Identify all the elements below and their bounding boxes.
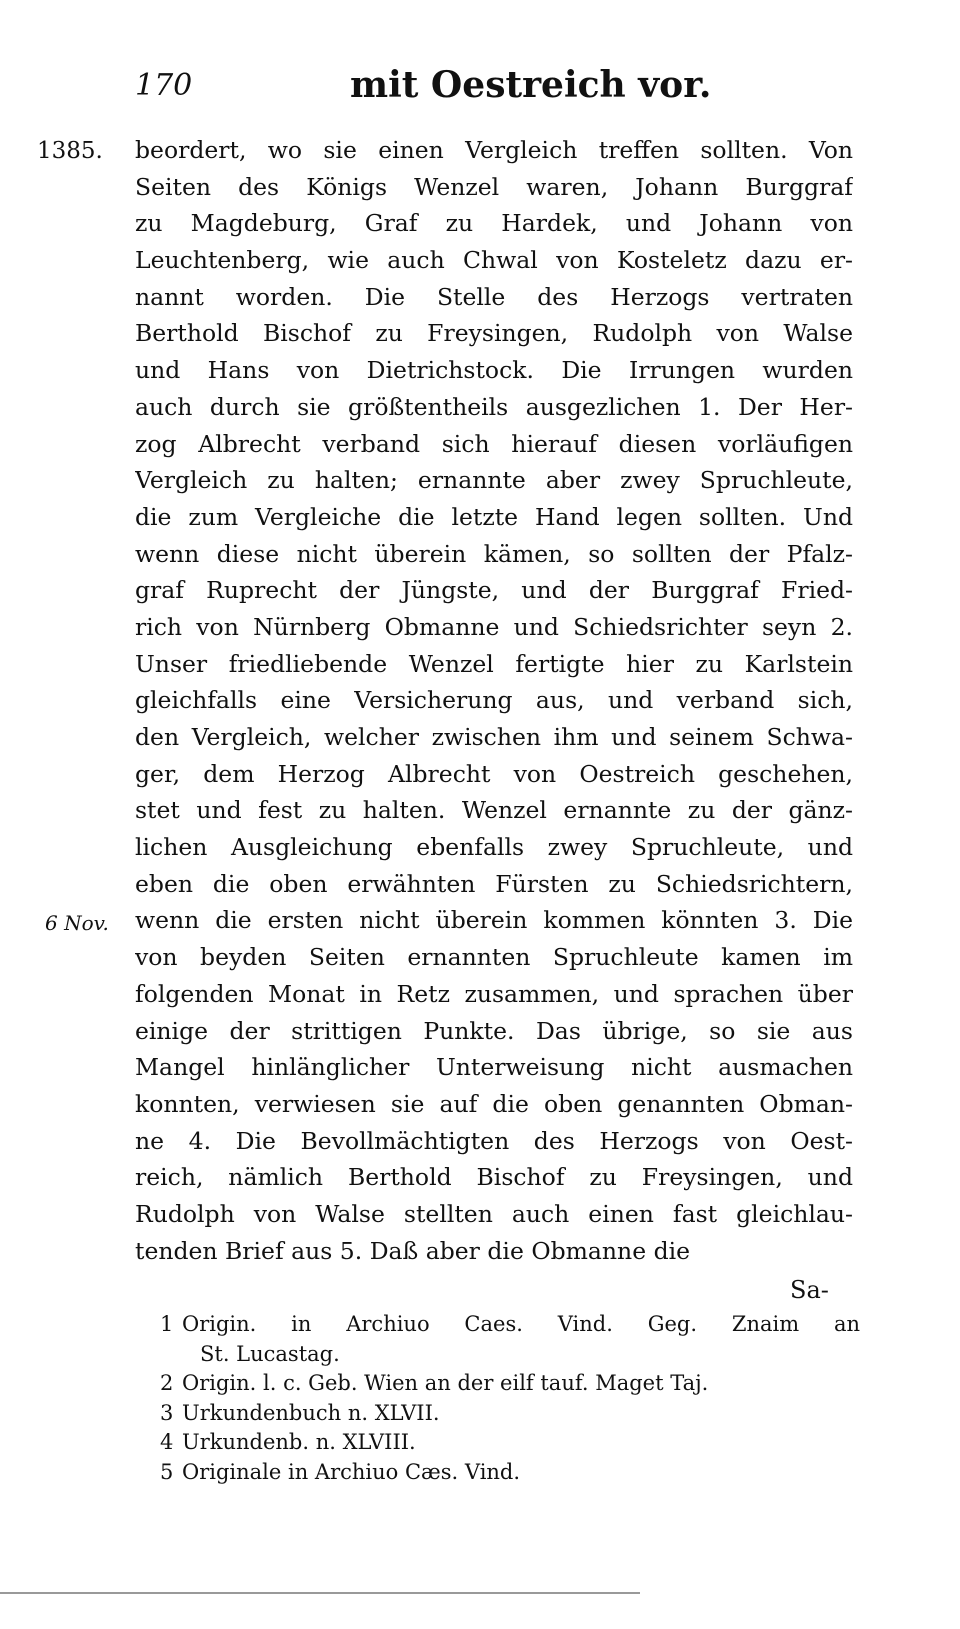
text-line: lichen Ausgleichung ebenfalls zwey Spruchleute, und [135, 833, 853, 862]
margin-note-date: 6 Nov. [45, 911, 109, 935]
text-line: Unser friedliebende Wenzel fertigte hier zu Karlstein [135, 649, 853, 678]
footnote-number: 2 [160, 1371, 174, 1395]
body-text [135, 132, 853, 1269]
footnote [160, 1310, 860, 1340]
text-line: von beyden Seiten ernannten Spruchleute kamen im [135, 943, 853, 972]
text-line: tenden Brief aus 5. Daß aber die Obmanne die [135, 1236, 691, 1265]
footnote-text: Urkundenb. n. XLVIII. [182, 1430, 416, 1454]
footnote-number: 5 [160, 1459, 174, 1484]
text-line: und Hans von Dietrichstock. Die Irrungen wurden [135, 356, 853, 385]
text-line: folgenden Monat in Retz zusammen, und sprachen über [135, 979, 853, 1008]
text-line: auch durch sie größtentheils ausgezlichen 1. Der Her- [135, 392, 853, 421]
scan-edge-rule [0, 1592, 640, 1594]
footnotes [160, 1310, 860, 1487]
text-line: konnten, verwiesen sie auf die oben genannten Obman- [135, 1089, 853, 1118]
text-line: zu Magdeburg, Graf zu Hardek, und Johann von [135, 209, 853, 238]
text-line: graf Ruprecht der Jüngste, und der Burggraf Fried- [135, 576, 853, 605]
text-line: beordert, wo sie einen Vergleich treffen sollten. Von [135, 136, 853, 164]
text-line: wenn die ersten nicht überein kommen könnten 3. Die [135, 906, 853, 935]
text-line: wenn diese nicht überein kämen, so sollten der Pfalz- [135, 539, 853, 568]
text-line: gleichfalls eine Versicherung aus, und verband sich, [135, 686, 853, 715]
text-line: stet und fest zu halten. Wenzel ernannte zu der gänz- [135, 796, 853, 825]
text-line: rich von Nürnberg Obmanne und Schiedsrichter seyn 2. [135, 612, 853, 641]
text-line: Berthold Bischof zu Freysingen, Rudolph von Walse [135, 319, 853, 348]
footnote-text: Originale in Archiuo Cæs. Vind. [182, 1459, 521, 1484]
text-line: ger, dem Herzog Albrecht von Oestreich geschehen, [135, 759, 853, 788]
text-line: ne 4. Die Bevollmächtigten des Herzogs von Oest- [135, 1126, 853, 1155]
page-number: 170 [135, 68, 193, 103]
text-line: Seiten des Königs Wenzel waren, Johann Burggraf [135, 172, 853, 201]
footnote [160, 1428, 860, 1458]
text-line: reich, nämlich Berthold Bischof zu Freysingen, und [135, 1163, 853, 1192]
text-line: zog Albrecht verband sich hierauf diesen vorläufigen [135, 429, 853, 458]
footnote [160, 1369, 860, 1399]
footnote [160, 1458, 860, 1488]
footnote-text: Origin. l. c. Geb. Wien an der eilf tauf. Maget Taj. [182, 1371, 709, 1395]
running-head: mit Oestreich vor. [350, 64, 712, 106]
footnote-number: 3 [160, 1400, 174, 1425]
text-line: Leuchtenberg, wie auch Chwal von Kosteletz dazu er- [135, 246, 853, 275]
footnote-number: 4 [160, 1430, 174, 1454]
text-line: Mangel hinlänglicher Unterweisung nicht ausmachen [135, 1053, 853, 1082]
text-line: die zum Vergleiche die letzte Hand legen sollten. Und [135, 502, 853, 531]
margin-note-year: 1385. [37, 138, 103, 164]
text-line: nannt worden. Die Stelle des Herzogs vertraten [135, 282, 853, 311]
catchword: Sa- [790, 1276, 829, 1304]
text-line: Vergleich zu halten; ernannte aber zwey Spruchleute, [135, 466, 853, 495]
text-line: den Vergleich, welcher zwischen ihm und seinem Schwa- [135, 723, 853, 751]
footnote-number: 1 [160, 1312, 174, 1336]
text-line: Rudolph von Walse stellten auch einen fast gleichlau- [135, 1199, 853, 1228]
footnote-text: Origin. in Archiuo Caes. Vind. Geg. Znaim an [182, 1312, 860, 1336]
text-line: eben die oben erwähnten Fürsten zu Schiedsrichtern, [135, 869, 853, 898]
footnote-text: Urkundenbuch n. XLVII. [182, 1400, 440, 1425]
footnote [160, 1399, 860, 1429]
footnote-continuation: St. Lucastag. [200, 1341, 340, 1366]
text-line: einige der strittigen Punkte. Das übrige, so sie aus [135, 1016, 853, 1045]
page-header [135, 60, 850, 110]
